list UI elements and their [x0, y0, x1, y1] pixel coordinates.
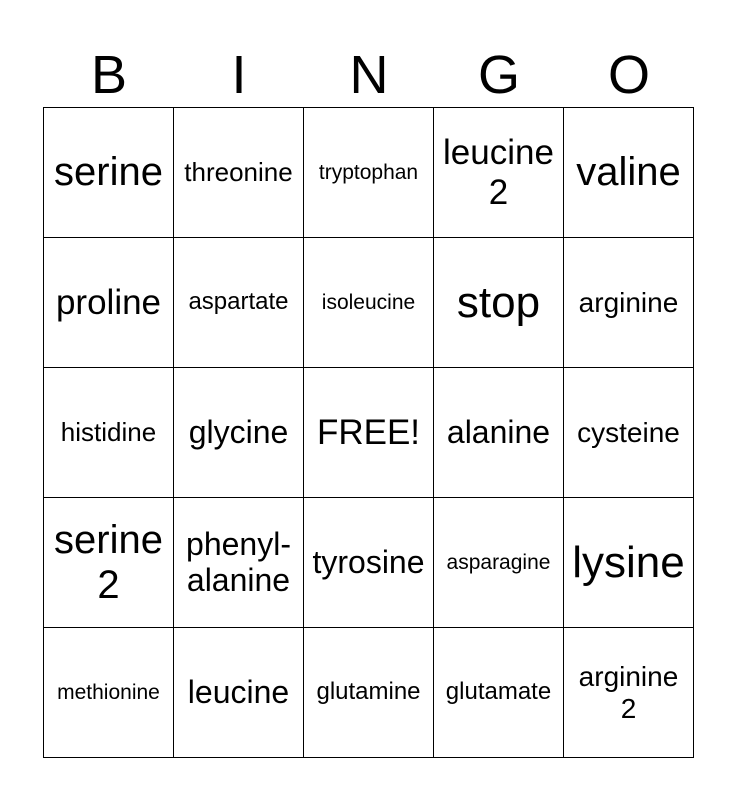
bingo-cell[interactable]: serine 2	[44, 498, 174, 628]
bingo-cell[interactable]: isoleucine	[304, 238, 434, 368]
bingo-cell[interactable]: lysine	[564, 498, 694, 628]
header-letter-i: I	[231, 45, 247, 105]
bingo-cell[interactable]: arginine	[564, 238, 694, 368]
bingo-cell[interactable]: serine	[44, 108, 174, 238]
bingo-cell[interactable]: glutamate	[434, 628, 564, 758]
header-letter-n: N	[349, 45, 389, 105]
header-letter-o: O	[607, 45, 650, 105]
bingo-cell[interactable]: stop	[434, 238, 564, 368]
bingo-cell[interactable]: alanine	[434, 368, 564, 498]
bingo-cell[interactable]: asparagine	[434, 498, 564, 628]
bingo-cell[interactable]: tyrosine	[304, 498, 434, 628]
bingo-cell[interactable]: histidine	[44, 368, 174, 498]
bingo-cell[interactable]: methionine	[44, 628, 174, 758]
bingo-cell[interactable]: phenyl- alanine	[174, 498, 304, 628]
header-letter-b: B	[90, 45, 128, 105]
bingo-board	[43, 107, 694, 758]
free-space-cell[interactable]: FREE!	[304, 368, 434, 498]
header-letter-g: G	[477, 45, 520, 105]
bingo-cell[interactable]: leucine 2	[434, 108, 564, 238]
bingo-cell[interactable]: threonine	[174, 108, 304, 238]
bingo-header	[44, 42, 694, 108]
bingo-cell[interactable]: valine	[564, 108, 694, 238]
bingo-cell[interactable]: glycine	[174, 368, 304, 498]
bingo-cell[interactable]: tryptophan	[304, 108, 434, 238]
bingo-cell[interactable]: proline	[44, 238, 174, 368]
bingo-cell[interactable]: cysteine	[564, 368, 694, 498]
bingo-cell[interactable]: arginine 2	[564, 628, 694, 758]
bingo-cell[interactable]: leucine	[174, 628, 304, 758]
bingo-cell[interactable]: aspartate	[174, 238, 304, 368]
bingo-cell[interactable]: glutamine	[304, 628, 434, 758]
